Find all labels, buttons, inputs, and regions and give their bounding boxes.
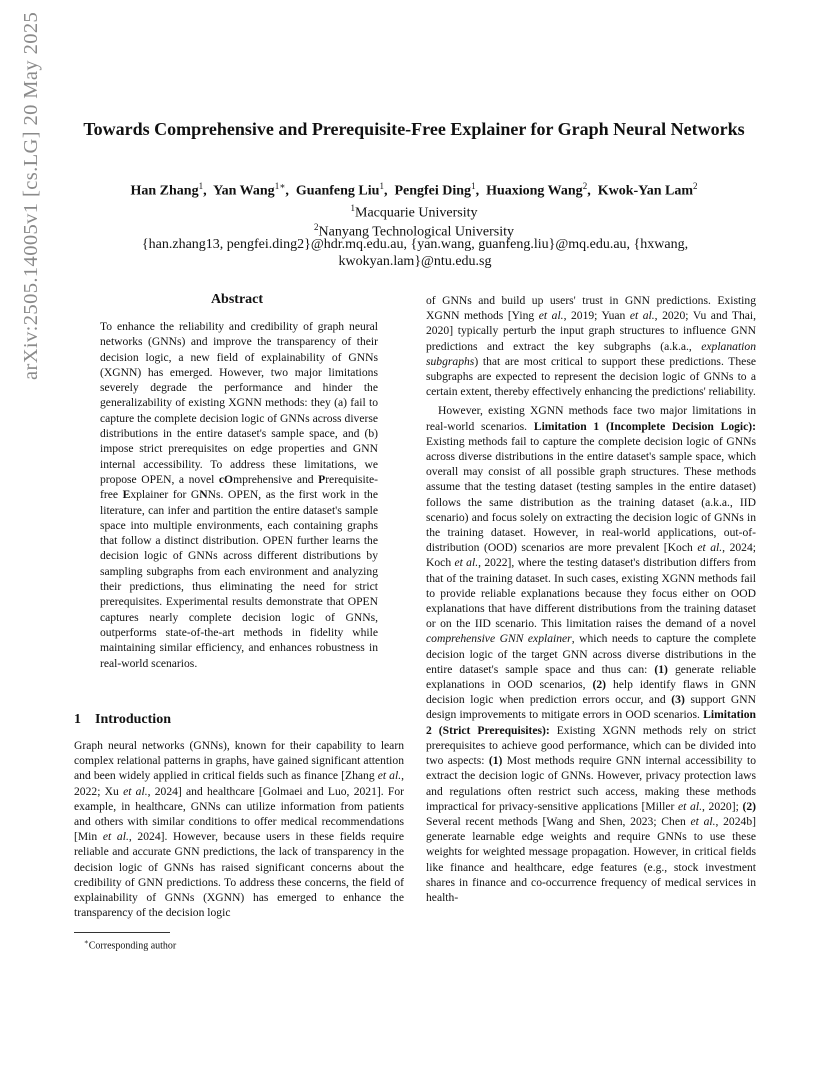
author-mark: 1 — [471, 181, 476, 191]
section-number: 1 — [74, 712, 81, 727]
author-name: Yan Wang — [213, 183, 275, 199]
author-list: Han Zhang$^1$, Yan Wang$^{1∗}$, Guanfeng Liu$^1$, Pengfei Ding$^1$, Huaxiong Wang$^2$, Kwok-Yan Lam$^2$ — [130, 181, 698, 199]
author-name: Han Zhang — [130, 183, 199, 199]
paragraph: Graph neural networks (GNNs), known for their capability to learn complex relational patterns in graphs, have gained significant attention and been widely applied in critical fields such as finance [Zhang et al., 2022; Xu et al., 2024] and healthcare [Golmaei and Luo, 2021]. For example, in healthcare, GNNs can utilize information from patients and others with similar conditions to offer medical recommendations [Min et al., 2024]. However, because users in these fields require reliable and accurate GNN predictions, the lack of transparency in the decision logic of GNNs has raised significant concerns about the credibility of GNN predictions. To address these concerns, the field of explainability of GNNs (XGNN) has emerged to enhance the transparency of the decision logic — [74, 739, 404, 920]
arxiv-stamp: arXiv:2505.14005v1 [cs.LG] 20 May 2025 — [20, 11, 42, 380]
author-name: Pengfei Ding — [394, 183, 472, 199]
author-mark: 1∗ — [274, 181, 286, 191]
intro-left-column — [74, 738, 404, 920]
affiliation-name: Macquarie University — [355, 205, 478, 221]
author-emails: {han.zhang13, pengfei.ding2}@hdr.mq.edu.au, {yan.wang, guanfeng.liu}@mq.edu.au, {hxwang, kwokyan.lam}@ntu.edu.sg — [141, 237, 689, 269]
author-name: Kwok-Yan Lam — [597, 183, 693, 199]
section-heading — [74, 712, 171, 728]
affiliation-mark: 1 — [350, 203, 356, 213]
section-title: Introduction — [95, 712, 171, 727]
author-mark: 2 — [582, 181, 588, 191]
affiliation-name: Nanyang Technological University — [318, 224, 514, 240]
author-mark: 2 — [692, 181, 698, 191]
author-mark: 1 — [379, 181, 384, 191]
affiliation-mark: 2 — [314, 222, 319, 232]
footnote-rule — [74, 932, 170, 933]
paragraph: However, existing XGNN methods face two major limitations in real-world scenarios. Limitation 1 (Incomplete Decision Logic): Existing methods fail to capture the complete decision logic of GNNs across diverse distributions in the entire dataset's sample space, which overall may consist of all possible graph structures. These methods assume that the testing dataset (testing samples in the entire dataset) follows the same distribution as the training dataset (a.k.a., IID scenario) and focus solely on extracting the decision logic of GNNs in the training dataset. However, in real-world applications, out-of-distribution (OOD) scenarios are more prevalent [Koch et al., 2024; Koch et al., 2022], where the testing dataset's distribution differs from that of the training dataset. In such cases, existing XGNN methods fail to provide reliable explanations because they focus either on OOD explanations that have different distributions from the training dataset or on the IID scenario. This limitation raises the demand of a novel comprehensive GNN explainer, which needs to capture the complete decision logic of the target GNN across diverse distributions in the entire dataset's sample space and thus can: (1) generate reliable explanations in OOD scenarios, (2) help identify flaws in GNN decision logic when prediction errors occur, and (3) support GNN design improvements to mitigate errors in OOD scenarios. Limitation 2 (Strict Prerequisites): Existing XGNN methods rely on strict prerequisites to achieve good performance, which can be divided into two aspects: (1) Most methods require GNN internal accessibility to extract the decision logic of GNNs. However, privacy protection laws and regulations often restrict such access, making these methods impractical for privacy-sensitive applications [Miller et al., 2020]; (2) Several recent methods [Wang and Shen, 2023; Chen et al., 2024b] generate learnable edge weights and require GNNs to use these weights for weighted message propagation. However, in critical fields like finance and healthcare, edge features (e.g., stock investment shares in finance and co-occurrence frequency of medical services in health- — [426, 404, 757, 904]
author-mark: 1 — [198, 181, 204, 191]
footnote — [84, 938, 176, 951]
paper-title: Towards Comprehensive and Prerequisite-Free Explainer for Graph Neural Networks — [83, 119, 745, 139]
abstract-heading: Abstract — [210, 292, 264, 307]
intro-right-column — [426, 293, 756, 905]
abstract-body: To enhance the reliability and credibility of graph neural networks (GNNs) and improve the transparency of their decision logic, a new field of explainability of GNNs (XGNN) has emerged. However, two major limitations severely degrade the performance and hinder the generalizability of existing XGNN methods: they (a) fail to capture the complete decision logic of GNNs across diverse distributions in the entire dataset's sample space, and (b) impose strict prerequisites on edge properties and GNN internal accessibility. To address these limitations, we propose OPEN, a novel cOmprehensive and Prerequisite-free Explainer for GNNs. OPEN, as the first work in the literature, can infer and partition the entire dataset's sample space into multiple environments, each containing graphs that follow a distinct distribution. OPEN further learns the decision logic of GNNs across different distributions by sampling subgraphs from each environment and analyzing their predictions, thus eliminating the need for strict prerequisites. Experimental results demonstrate that OPEN captures nearly complete decision logic of GNNs, outperforms state-of-the-art methods in fidelity while maintaining similar efficiency, and enhances robustness in real-world scenarios. — [100, 320, 378, 670]
paragraph: of GNNs and build up users' trust in GNN predictions. Existing XGNN methods [Ying et al., 2019; Yuan et al., 2020; Vu and Thai, 2020] typically perturb the input graph structures to influence GNN predictions and extract the key subgraphs (a.k.a., explanation subgraphs) that are most critical to support these predictions. These subgraphs are expected to represent the decision logic of GNNs to a certain extent, thereby effectively enhancing the predictions' reliability. — [426, 294, 757, 399]
author-name: Guanfeng Liu — [295, 183, 380, 199]
footnote-text: Corresponding author — [88, 940, 177, 952]
author-name: Huaxiong Wang — [486, 183, 583, 199]
footnote-mark: ∗ — [84, 938, 89, 946]
